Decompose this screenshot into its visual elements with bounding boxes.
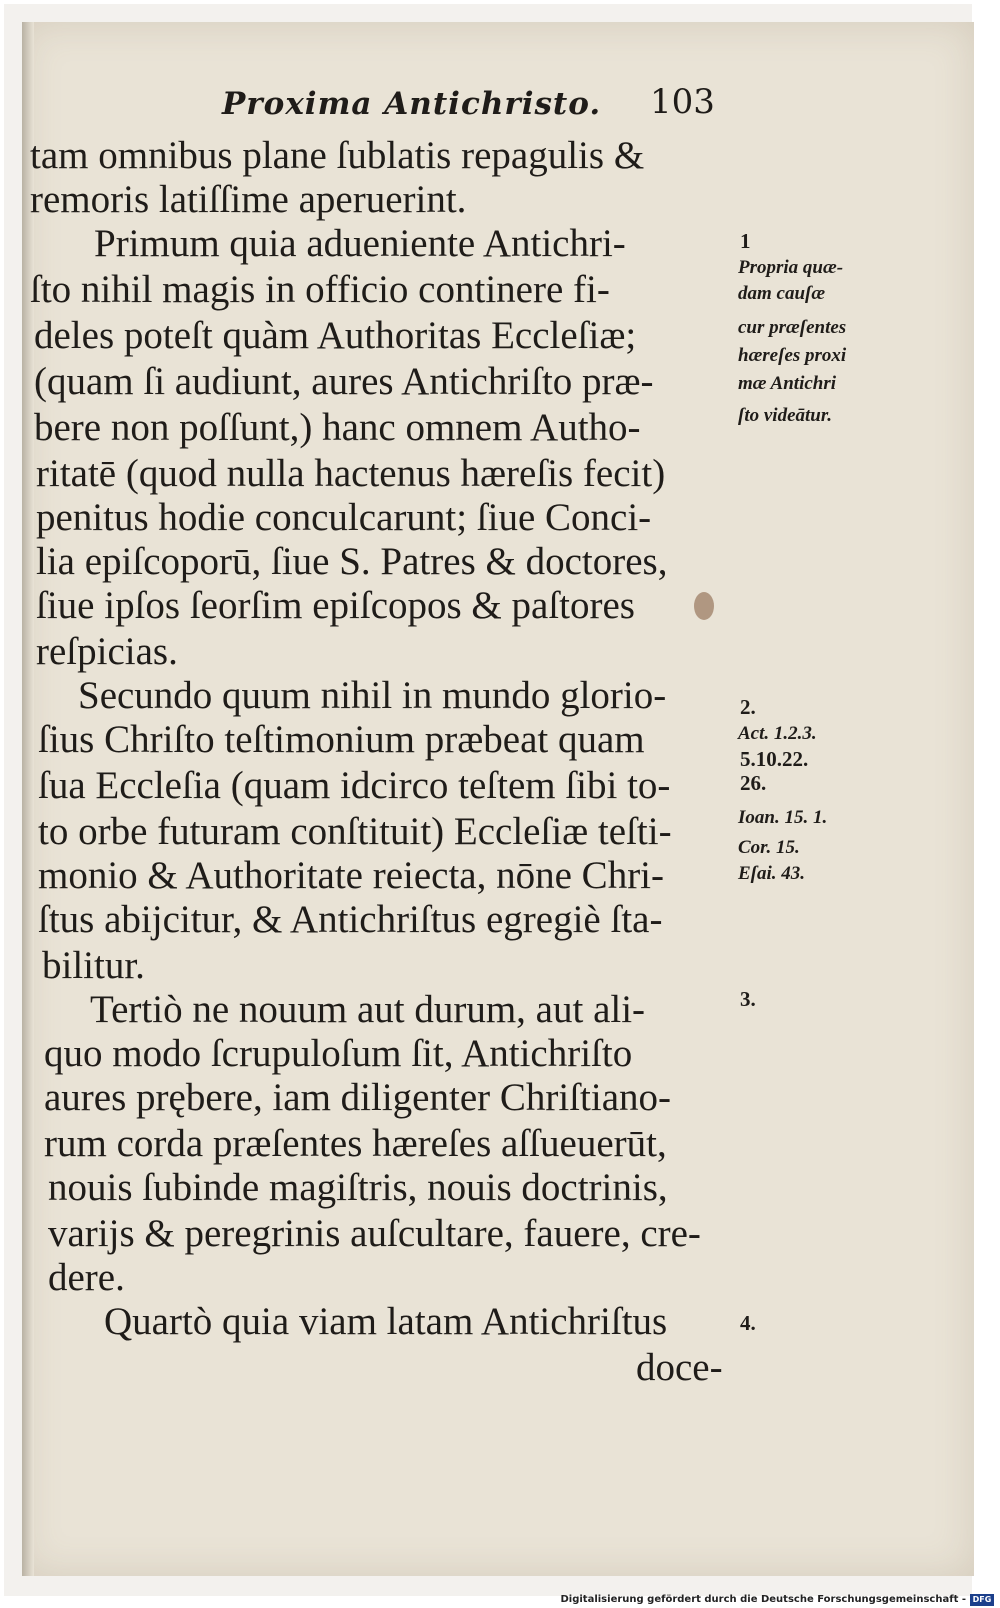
margin-note: dam cauſæ bbox=[738, 283, 826, 304]
ink-stain bbox=[694, 592, 714, 620]
margin-note: Propria quæ- bbox=[738, 257, 844, 278]
text-line: dere. bbox=[48, 1256, 125, 1299]
text-line: penitus hodie conculcarunt; ſiue Conci- bbox=[36, 496, 652, 539]
text-line: rum corda præſentes hæreſes aſſueuerūt, bbox=[44, 1122, 667, 1165]
margin-note: 26. bbox=[740, 771, 767, 795]
text-line: Quartò quia viam latam Antichriſtus bbox=[104, 1300, 668, 1343]
margin-note: Cor. 15. bbox=[738, 837, 800, 858]
running-head: Proxima Antichristo. bbox=[222, 86, 602, 122]
book-page bbox=[22, 22, 974, 1576]
text-line: (quam ſi audiunt, aures Antichriſto præ- bbox=[34, 360, 654, 403]
text-line: bere non poſſunt,) hanc omnem Autho- bbox=[34, 406, 641, 449]
text-line: monio & Authoritate reiecta, nōne Chri- bbox=[38, 854, 664, 897]
text-line: remoris latiſſime aperuerint. bbox=[30, 178, 467, 221]
text-line: varijs & peregrinis auſcultare, fauere, cre- bbox=[48, 1212, 701, 1255]
margin-note: Eſai. 43. bbox=[738, 863, 806, 884]
page-number: 103 bbox=[650, 82, 715, 122]
text-line: tam omnibus plane ſublatis repagulis & bbox=[30, 134, 645, 177]
text-line: lia epiſcoporū, ſiue S. Patres & doctores, bbox=[36, 540, 668, 583]
text-line: doce- bbox=[636, 1346, 723, 1389]
dfg-logo: DFG bbox=[970, 1594, 994, 1606]
text-line: ritatē (quod nulla hactenus hæreſis fecit) bbox=[36, 452, 666, 495]
margin-note: ſto videātur. bbox=[738, 405, 832, 426]
text-line: Tertiò ne nouum aut durum, aut ali- bbox=[90, 988, 646, 1031]
margin-note: hæreſes proxi bbox=[738, 345, 847, 366]
page-gutter bbox=[22, 22, 34, 1576]
text-line: quo modo ſcrupuloſum ſit, Antichriſto bbox=[44, 1032, 633, 1075]
text-line: bilitur. bbox=[42, 944, 145, 987]
margin-note: Act. 1.2.3. bbox=[738, 723, 817, 744]
scan-frame bbox=[4, 4, 972, 1596]
text-line: Secundo quum nihil in mundo glorio- bbox=[78, 674, 667, 717]
text-line: ſto nihil magis in officio continere fi- bbox=[30, 268, 610, 311]
margin-note: 1 bbox=[740, 229, 751, 253]
text-line: ſua Eccleſia (quam idcirco teſtem ſibi to- bbox=[38, 764, 671, 807]
margin-note: Ioan. 15. 1. bbox=[738, 807, 828, 828]
text-line: reſpicias. bbox=[36, 630, 178, 673]
text-line: ſtus abijcitur, & Antichriſtus egregiè ſta- bbox=[38, 898, 663, 941]
margin-note: 4. bbox=[740, 1311, 756, 1335]
text-line: aures prębere, iam diligenter Chriſtiano- bbox=[44, 1076, 672, 1119]
text-line: ſius Chriſto teſtimonium præbeat quam bbox=[38, 718, 645, 761]
margin-note: 5.10.22. bbox=[740, 747, 809, 771]
text-line: nouis ſubinde magiſtris, nouis doctrinis, bbox=[48, 1166, 668, 1209]
text-line: ſiue ipſos ſeorſim epiſcopos & paſtores bbox=[36, 584, 635, 627]
margin-note: 2. bbox=[740, 695, 756, 719]
margin-note: mæ Antichri bbox=[738, 373, 837, 394]
text-line: to orbe futuram conſtituit) Eccleſiæ teſti- bbox=[38, 810, 672, 853]
text-line: deles poteſt quàm Authoritas Eccleſiæ; bbox=[34, 314, 637, 357]
footer-credit: Digitalisierung gefördert durch die Deutsche Forschungsgemeinschaft - bbox=[560, 1594, 966, 1605]
margin-note: 3. bbox=[740, 987, 756, 1011]
margin-note: cur præſentes bbox=[738, 317, 847, 338]
text-line: Primum quia adueniente Antichri- bbox=[94, 222, 626, 265]
